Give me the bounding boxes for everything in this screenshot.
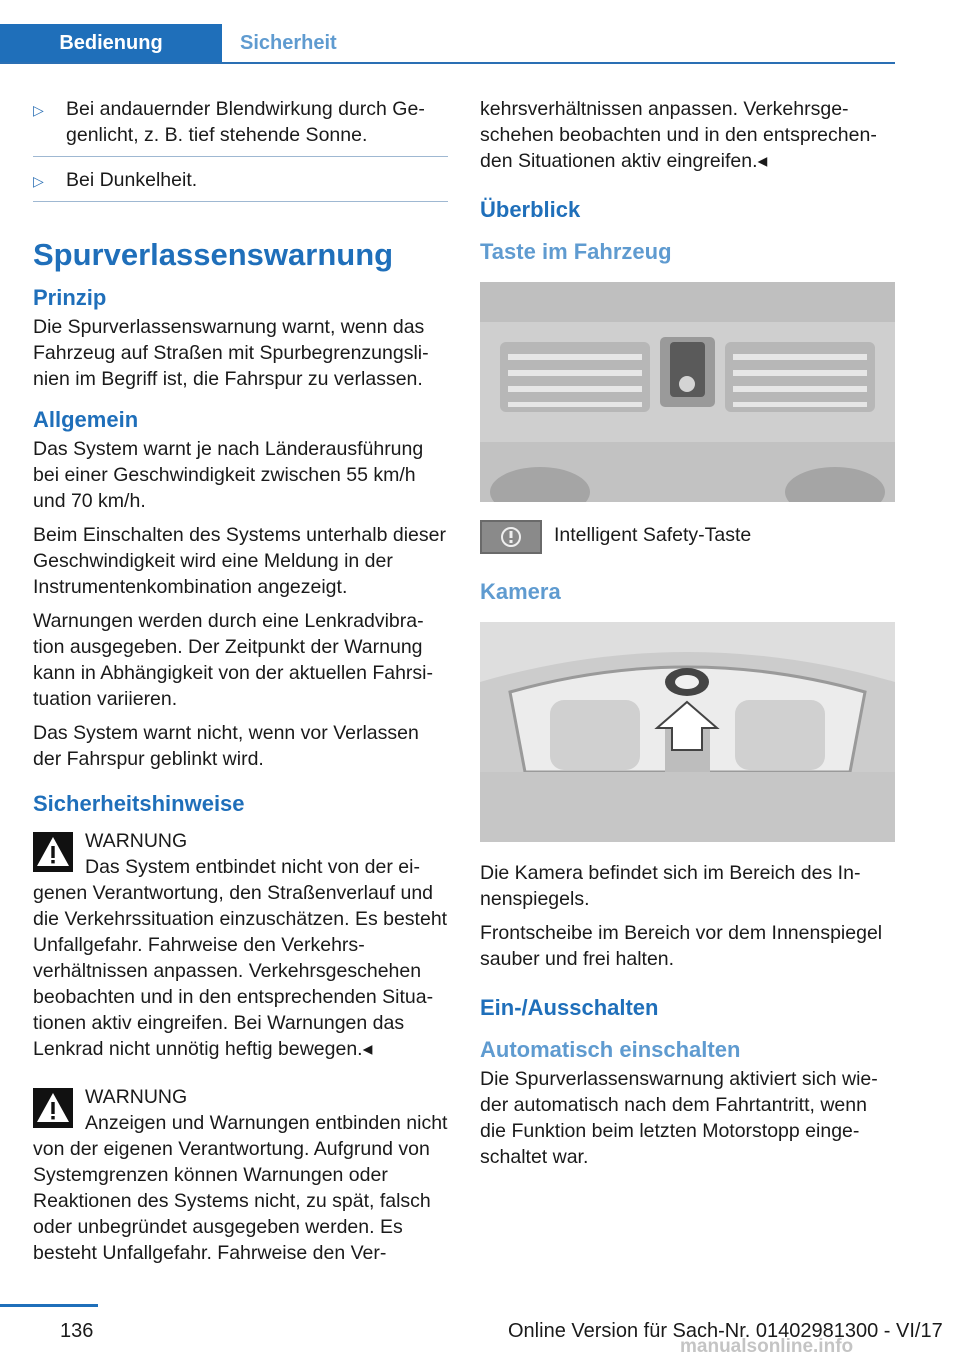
heading-prinzip: Prinzip <box>33 285 107 310</box>
warning-header <box>33 828 448 880</box>
warning-label: WARNUNG <box>85 1086 188 1108</box>
triangle-bullet-icon: ▷ <box>33 173 44 189</box>
key-caption: Intelligent Safety-Taste <box>554 524 752 546</box>
heading-allgemein: Allgemein <box>33 407 139 432</box>
watermark-logo: manualsonline.info <box>680 1336 854 1357</box>
bullet-item <box>33 167 448 202</box>
heading-auto: Automatisch einschalten <box>480 1037 741 1062</box>
paragraph: Beim Einschalten des Systems unterhalb dieser Geschwindigkeit wird eine Meldung in der Instrumentenkombination angezeigt. <box>33 524 446 598</box>
bullet-text: Bei Dunkelheit. <box>66 169 198 191</box>
tab-bedienung[interactable]: Bedienung <box>0 24 222 62</box>
section-title: Spurverlassenswarnung <box>33 237 394 272</box>
warning-text: Das System entbindet nicht von der eigenen Verantwortung, den Straßenverlauf und die Verkehrssituation einzuschätzen. Es besteht Unfallgefahr. Fahrweise den Verkehrsverhältnissen anpassen. Verkehrsgeschehen beobachten und in den entsprechenden Situationen aktiv eingreifen. Bei Warnungen das Lenkrad nicht unnötig heftig bewegen.◂ <box>33 856 448 1060</box>
left-column <box>33 96 448 1274</box>
chapter-tabs <box>0 24 895 64</box>
warning-text: Anzeigen und Warnungen entbinden nicht von der eigenen Verantwortung. Aufgrund von Systemgrenzen können Warnungen oder Reaktionen des Systems nicht, zu spät, falsch oder unbegründet ausgegeben werden. Es besteht Unfallgefahr. Fahrweise den Ver- <box>33 1112 448 1264</box>
warning-block <box>33 1084 448 1266</box>
heading-safety: Sicherheitshinweise <box>33 791 245 816</box>
warning-triangle-icon <box>33 832 73 872</box>
right-column <box>480 96 895 1178</box>
warning-label: WARNUNG <box>85 830 188 852</box>
paragraph: kehrsverhältnissen anpassen. Verkehrsgeschehen beobachten und in den entsprechenden Situationen aktiv eingreifen.◂ <box>480 98 877 172</box>
heading-overview: Überblick <box>480 197 581 222</box>
warning-triangle-icon <box>33 1088 73 1128</box>
heading-button: Taste im Fahrzeug <box>480 239 672 264</box>
paragraph: Die Spurverlassenswarnung aktiviert sich wieder automatisch nach dem Fahrtantritt, wenn die Funktion beim letzten Motorstopp eingeschaltet war. <box>480 1068 878 1168</box>
windshield-camera-photo <box>480 622 895 842</box>
paragraph: Das System warnt nicht, wenn vor Verlassen der Fahrspur geblinkt wird. <box>33 722 419 770</box>
online-version-text: Online Version für Sach-Nr. 01402981300 - VI/17 <box>508 1320 943 1342</box>
intelligent-safety-key-icon <box>480 520 542 554</box>
dashboard-button-photo <box>480 282 895 502</box>
paragraph: Die Kamera befindet sich im Bereich des Innenspiegels. <box>480 862 861 910</box>
tab-sicherheit[interactable]: Sicherheit <box>240 32 337 54</box>
heading-camera: Kamera <box>480 579 561 604</box>
paragraph: Frontscheibe im Bereich vor dem Innenspiegel sauber und frei halten. <box>480 922 883 970</box>
heading-onoff: Ein-/Ausschalten <box>480 995 659 1020</box>
triangle-bullet-icon: ▷ <box>33 102 44 118</box>
paragraph: Warnungen werden durch eine Lenkradvibration ausgegeben. Der Zeitpunkt der Warnung kann in Abhängigkeit von der aktuellen Fahrsituation variieren. <box>33 610 434 710</box>
bullet-text: Bei andauernder Blendwirkung durch Gegenlicht, z. B. tief stehende Sonne. <box>66 98 425 146</box>
warning-block <box>33 828 448 1062</box>
footer-rule <box>0 1304 98 1307</box>
warning-header <box>33 1084 448 1136</box>
bullet-item <box>33 96 448 157</box>
page-number: 136 <box>60 1320 94 1342</box>
paragraph: Die Spurverlassenswarnung warnt, wenn das Fahrzeug auf Straßen mit Spurbegrenzungslinien im Begriff ist, die Fahrspur zu verlassen. <box>33 316 429 390</box>
key-caption-row <box>480 520 895 556</box>
paragraph: Das System warnt je nach Länderausführung bei einer Geschwindigkeit zwischen 55 km/h und 70 km/h. <box>33 438 424 512</box>
